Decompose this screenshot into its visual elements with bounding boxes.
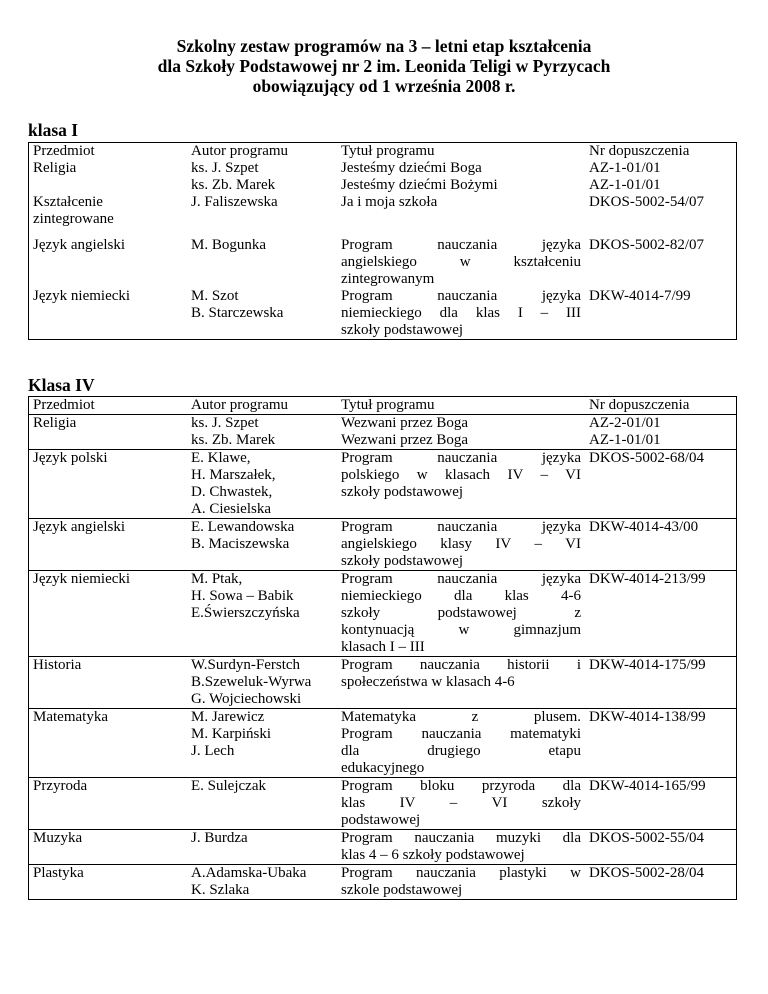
title-line: zintegrowanym: [341, 271, 435, 287]
title-cell: [337, 830, 585, 865]
author-line: M. Karpiński: [191, 726, 271, 742]
number-cell: DKW-4014-213/99: [585, 571, 737, 657]
title-line: Program nauczania języka: [341, 237, 581, 253]
title-line: klas 4 – 6 szkoły podstawowej: [341, 847, 525, 863]
number-cell: DKOS-5002-54/07: [585, 194, 737, 237]
author-cell: ks. Zb. Marek: [191, 177, 276, 193]
number-cell: DKW-4014-175/99: [585, 657, 737, 709]
table-header-row: [29, 397, 737, 415]
subject-cell: Język niemiecki: [29, 571, 188, 657]
column-header: Tytuł programu: [337, 397, 585, 415]
author-line: H. Sowa – Babik: [191, 588, 294, 604]
number-cell: AZ-1-01/01: [585, 160, 737, 177]
title-line: Program nauczania języka: [341, 571, 581, 587]
title-cell: [337, 288, 585, 340]
title-line: angielskiego klasy IV – VI: [341, 536, 581, 552]
subject-cell: [29, 177, 188, 194]
title-line: społeczeństwa w klasach 4-6: [341, 674, 515, 690]
title-line: niemieckiego dla klas I – III: [341, 305, 581, 321]
author-line: D. Chwastek,: [191, 484, 273, 500]
title-line: podstawowej: [341, 812, 421, 828]
number-cell: DKOS-5002-82/07: [585, 237, 737, 288]
number-cell: AZ-1-01/01: [585, 432, 737, 450]
title-line: Matematyka z plusem.: [341, 709, 581, 725]
table-row: [29, 865, 737, 900]
author-line: M. Szot: [191, 288, 239, 304]
table-row: [29, 450, 737, 519]
author-line: A. Ciesielska: [191, 501, 271, 517]
author-line: H. Marszałek,: [191, 467, 276, 483]
author-line: M. Ptak,: [191, 571, 243, 587]
author-line: K. Szlaka: [191, 882, 250, 898]
author-line: B. Maciszewska: [191, 536, 290, 552]
title-line: Program bloku przyroda dla: [341, 778, 581, 794]
column-header: Nr dopuszczenia: [585, 397, 737, 415]
column-header: Nr dopuszczenia: [585, 143, 737, 161]
table-klasa-4: [28, 396, 737, 900]
author-cell: [187, 571, 337, 657]
author-line: E. Klawe,: [191, 450, 251, 466]
subject-cell: [29, 432, 188, 450]
author-cell: [187, 865, 337, 900]
author-line: B.Szeweluk-Wyrwa: [191, 674, 312, 690]
table-row: [29, 571, 737, 657]
number-cell: DKW-4014-165/99: [585, 778, 737, 830]
title-cell: [337, 450, 585, 519]
title-line: Program nauczania matematyki: [341, 726, 581, 742]
subject-cell: Język niemiecki: [29, 288, 188, 340]
title-cell: Wezwani przez Boga: [341, 415, 469, 431]
column-header: Autor programu: [187, 397, 337, 415]
title-cell: Wezwani przez Boga: [337, 432, 585, 450]
author-line: B. Starczewska: [191, 305, 284, 321]
column-header: Tytuł programu: [337, 143, 585, 161]
title-line: Program nauczania plastyki w: [341, 865, 581, 881]
table-row: [29, 415, 737, 433]
author-cell: E. Sulejczak: [187, 778, 337, 830]
author-cell: ks. J. Szpet: [191, 160, 259, 176]
table-row: [29, 830, 737, 865]
author-cell: [187, 519, 337, 571]
title-cell: Ja i moja szkoła: [341, 194, 438, 210]
table-row: [29, 160, 737, 177]
section-label-klasa-4: Klasa IV: [28, 375, 95, 395]
title-line-2: dla Szkoły Podstawowej nr 2 im. Leonida Teligi w Pyrzycach: [157, 56, 611, 76]
title-line: angielskiego w kształceniu: [341, 254, 581, 270]
number-cell: AZ-2-01/01: [585, 415, 737, 433]
title-line: Program nauczania języka: [341, 288, 581, 304]
author-line: J. Lech: [191, 743, 235, 759]
table-row: [29, 519, 737, 571]
title-line: dla drugiego etapu: [341, 743, 581, 759]
title-line: szkoły podstawowej: [341, 484, 464, 500]
title-cell: [337, 657, 585, 709]
author-cell: [187, 709, 337, 778]
number-cell: DKW-4014-138/99: [585, 709, 737, 778]
column-header: Przedmiot: [29, 397, 188, 415]
subject-cell: Matematyka: [29, 709, 188, 778]
table-row: [29, 177, 737, 194]
title-cell: [337, 778, 585, 830]
author-cell: M. Bogunka: [191, 237, 266, 253]
document-title: [0, 36, 768, 96]
author-line: E.Świerszczyńska: [191, 605, 300, 621]
title-line: niemieckiego dla klas 4-6: [341, 588, 581, 604]
subject-cell: Muzyka: [29, 830, 188, 865]
author-cell: [187, 450, 337, 519]
title-line: klasach I – III: [341, 639, 425, 655]
table-klasa-1: [28, 142, 737, 340]
author-cell: J. Faliszewska: [191, 194, 278, 210]
author-cell: [187, 288, 337, 340]
title-line: szkoły podstawowej: [341, 322, 464, 338]
author-line: M. Jarewicz: [191, 709, 265, 725]
table-row: [29, 709, 737, 778]
subject-cell: Religia: [29, 160, 188, 177]
column-header: Autor programu: [187, 143, 337, 161]
title-line-3: obowiązujący od 1 września 2008 r.: [252, 76, 516, 96]
author-cell: ks. J. Szpet: [191, 415, 259, 431]
section-label-klasa-1: klasa I: [28, 120, 79, 140]
subject-cell: Kształcenie zintegrowane: [29, 194, 188, 237]
subject-cell: Religia: [29, 415, 188, 433]
title-cell: [337, 237, 585, 288]
number-cell: AZ-1-01/01: [585, 177, 737, 194]
author-line: W.Surdyn-Ferstch: [191, 657, 301, 673]
table-row: [29, 657, 737, 709]
subject-cell: Przyroda: [29, 778, 188, 830]
title-line: edukacyjnego: [341, 760, 425, 776]
title-line: kontynuacją w gimnazjum: [341, 622, 581, 638]
table-row: [29, 237, 737, 288]
subject-cell: Język polski: [29, 450, 188, 519]
title-line: szkoły podstawowej: [341, 553, 464, 569]
title-cell: [337, 571, 585, 657]
title-line: Program nauczania historii i: [341, 657, 581, 673]
author-line: A.Adamska-Ubaka: [191, 865, 307, 881]
table-row: [29, 288, 737, 340]
column-header: Przedmiot: [29, 143, 188, 161]
title-cell: Jesteśmy dziećmi Bożymi: [341, 177, 498, 193]
table-header-row: [29, 143, 737, 161]
number-cell: DKOS-5002-68/04: [585, 450, 737, 519]
title-cell: [337, 709, 585, 778]
title-cell: Jesteśmy dziećmi Boga: [341, 160, 482, 176]
number-cell: DKW-4014-7/99: [585, 288, 737, 340]
number-cell: DKOS-5002-28/04: [585, 865, 737, 900]
title-line: polskiego w klasach IV – VI: [341, 467, 581, 483]
title-line-1: Szkolny zestaw programów na 3 – letni etap kształcenia: [176, 36, 592, 56]
author-cell: [187, 657, 337, 709]
table-row: [29, 432, 737, 450]
table-row: [29, 194, 737, 237]
title-line: Program nauczania muzyki dla: [341, 830, 581, 846]
subject-cell: Plastyka: [29, 865, 188, 900]
title-line: Program nauczania języka: [341, 519, 581, 535]
author-cell: ks. Zb. Marek: [187, 432, 337, 450]
number-cell: DKW-4014-43/00: [585, 519, 737, 571]
number-cell: DKOS-5002-55/04: [585, 830, 737, 865]
author-line: G. Wojciechowski: [191, 691, 302, 707]
table-row: [29, 778, 737, 830]
subject-cell: Język angielski: [29, 237, 188, 288]
title-line: Program nauczania języka: [341, 450, 581, 466]
author-line: E. Lewandowska: [191, 519, 295, 535]
subject-cell: Język angielski: [29, 519, 188, 571]
author-cell: J. Burdza: [187, 830, 337, 865]
title-line: klas IV – VI szkoły: [341, 795, 581, 811]
title-line: szkoły podstawowej z: [341, 605, 581, 621]
title-cell: [337, 519, 585, 571]
title-line: szkole podstawowej: [341, 882, 463, 898]
title-cell: [337, 865, 585, 900]
subject-cell: Historia: [29, 657, 188, 709]
